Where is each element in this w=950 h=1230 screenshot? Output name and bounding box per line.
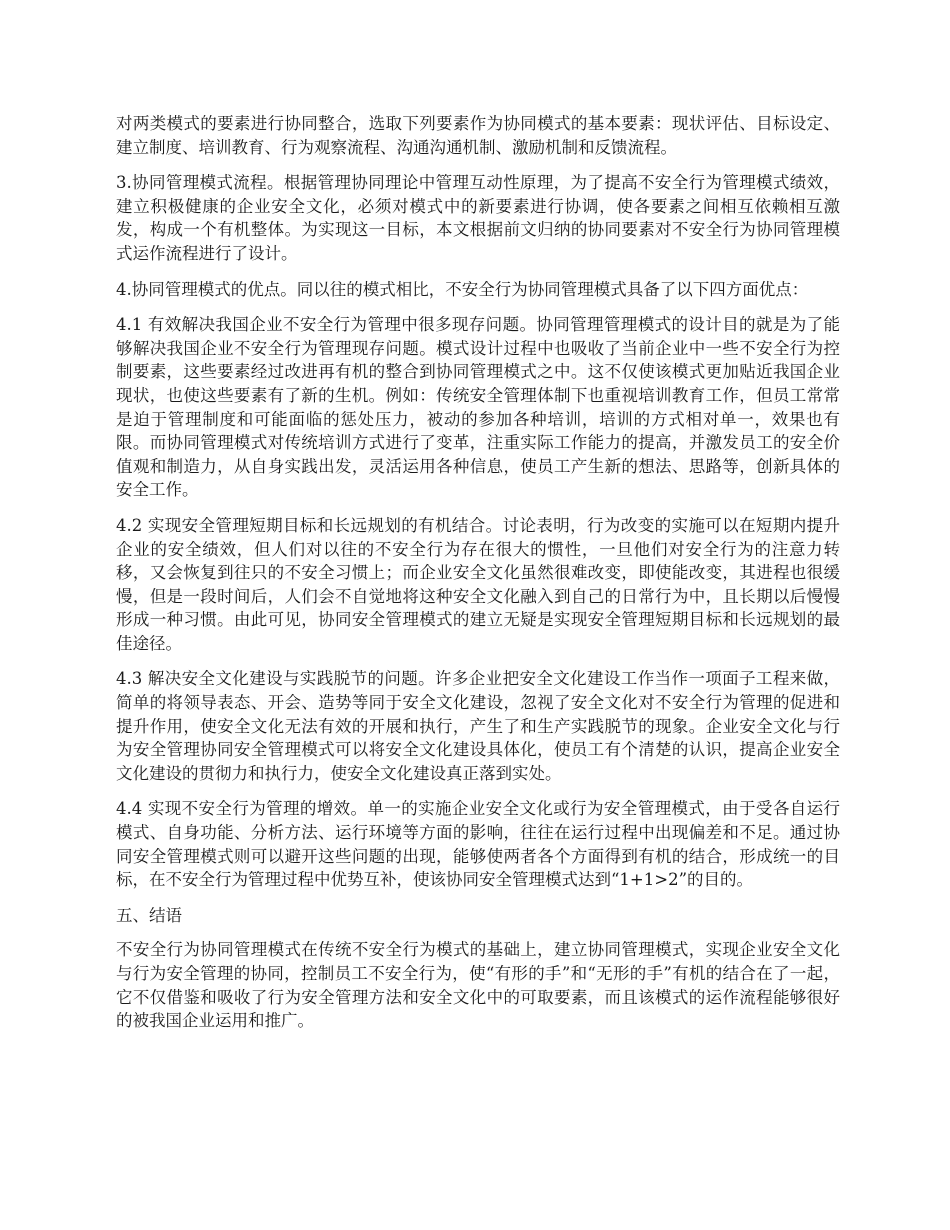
paragraph-advantage-4-4: 4.4 实现不安全行为管理的增效。单一的实施企业安全文化或行为安全管理模式，由于受各自运行模式、自身功能、分析方法、运行环境等方面的影响，往往在运行过程中出现偏差和不足。通过协同安全管理模式则可以避开这些问题的出现，能够使两者各个方面得到有机的结合，形成统一的目标，在不安全行为管理过程中优势互补，使该协同安全管理模式达到“1+1>2”的目的。 bbox=[116, 799, 840, 890]
paragraph-process: 3.协同管理模式流程。根据管理协同理论中管理互动性原理，为了提高不安全行为管理模式绩效，建立积极健康的企业安全文化，必须对模式中的新要素进行协调，使各要素之间相互依赖相互激发，构成一个有机整体。为实现这一目标，本文根据前文归纳的协同要素对不安全行为协同管理模式运作流程进行了设计。 bbox=[116, 173, 840, 263]
paragraph-advantage-4-2: 4.2 实现安全管理短期目标和长远规划的有机结合。讨论表明，行为改变的实施可以在短期内提升企业的安全绩效，但人们对以往的不安全行为存在很大的惯性，一旦他们对安全行为的注意力转移，又会恢复到往只的不安全习惯上；而企业安全文化虽然很难改变，即使能改变，其进程也很缓慢，但是一段时间后，人们会不自觉地将这种安全文化融入到自己的日常行为中，且长期以后慢慢形成一种习惯。由此可见，协同安全管理模式的建立无疑是实现安全管理短期目标和长远规划的最佳途径。 bbox=[116, 515, 840, 653]
paragraph-coordination-elements: 对两类模式的要素进行协同整合，选取下列要素作为协同模式的基本要素：现状评估、目标设定、建立制度、培训教育、行为观察流程、沟通沟通机制、激励机制和反馈流程。 bbox=[116, 114, 840, 157]
paragraph-advantages-intro: 4.协同管理模式的优点。同以往的模式相比，不安全行为协同管理模式具备了以下四方面优点： bbox=[116, 279, 809, 299]
section-heading-conclusion: 五、结语 bbox=[116, 905, 182, 925]
paragraph-advantage-4-1: 4.1 有效解决我国企业不安全行为管理中很多现存问题。协同管理管理模式的设计目的就是为了能够解决我国企业不安全行为管理现存问题。模式设计过程中也吸收了当前企业中一些不安全行为控制要素，这些要素经过改进再有机的整合到协同管理模式之中。这不仅使该模式更加贴近我国企业现状，也使这些要素有了新的生机。例如：传统安全管理体制下也重视培训教育工作，但员工常常是迫于管理制度和可能面临的惩处压力，被动的参加各种培训，培训的方式相对单一，效果也有限。而协同管理模式对传统培训方式进行了变革，注重实际工作能力的提高，并激发员工的安全价值观和制造力，从自身实践出发，灵活运用各种信息，使员工产生新的想法、思路等，创新具体的安全工作。 bbox=[116, 315, 840, 500]
document-body bbox=[116, 112, 840, 1045]
paragraph-conclusion: 不安全行为协同管理模式在传统不安全行为模式的基础上，建立协同管理模式，实现企业安全文化与行为安全管理的协同，控制员工不安全行为，使“有形的手”和“无形的手”有机的结合在了一起，它不仅借鉴和吸收了行为安全管理方法和安全文化中的可取要素，而且该模式的运作流程能够很好的被我国企业运用和推广。 bbox=[116, 940, 840, 1031]
paragraph-advantage-4-3: 4.3 解决安全文化建设与实践脱节的问题。许多企业把安全文化建设工作当作一项面子工程来做，简单的将领导表态、开会、造势等同于安全文化建设，忽视了安全文化对不安全行为管理的促进和提升作用，使安全文化无法有效的开展和执行，产生了和生产实践脱节的现象。企业安全文化与行为安全管理协同安全管理模式可以将安全文化建设具体化，使员工有个清楚的认识，提高企业安全文化建设的贯彻力和执行力，使安全文化建设真正落到实处。 bbox=[116, 669, 840, 783]
